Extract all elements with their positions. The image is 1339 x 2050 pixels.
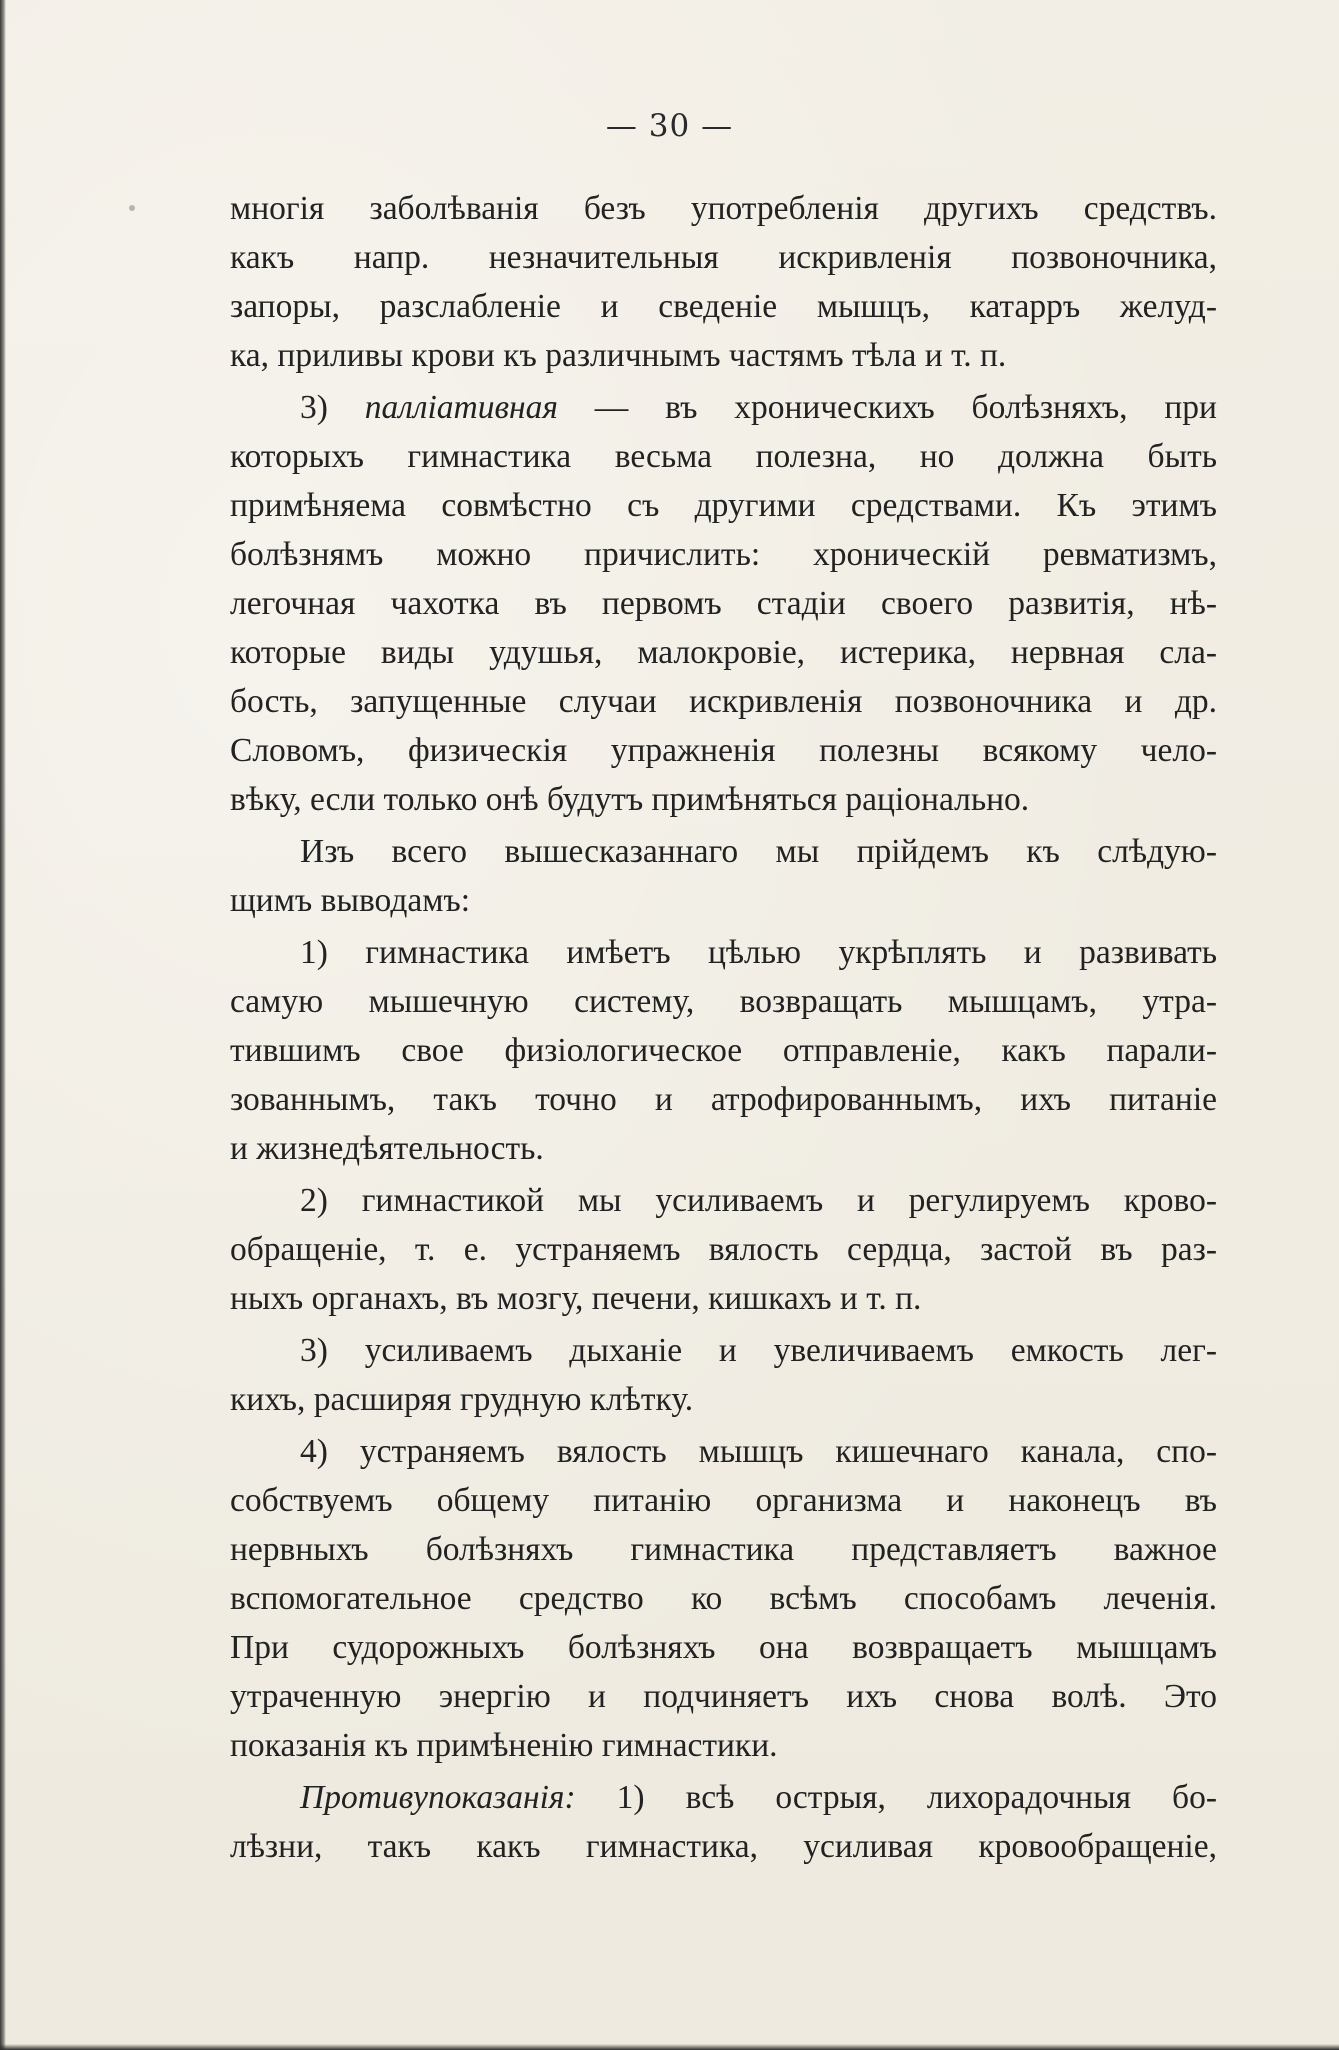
text-run: вспомогательное средство ко всѣмъ способамъ леченія. xyxy=(230,1580,1217,1617)
text-line xyxy=(230,977,1217,1026)
text-line xyxy=(230,928,1217,977)
text-line xyxy=(230,331,1217,380)
text-run: легочная чахотка въ первомъ стадіи своего развитія, нѣ- xyxy=(230,585,1217,622)
text-line xyxy=(230,628,1217,677)
text-line xyxy=(230,432,1217,481)
text-line xyxy=(230,1773,1217,1822)
text-line xyxy=(230,383,1217,432)
text-run: самую мышечную систему, возвращать мышцамъ, утра- xyxy=(230,983,1217,1020)
text-run: ка, приливы крови къ различнымъ частямъ тѣла и т. п. xyxy=(230,337,1007,374)
text-line xyxy=(230,1721,1217,1770)
text-run: какъ напр. незначительныя искривленія позвоночника, xyxy=(230,239,1217,276)
text-line xyxy=(230,1672,1217,1721)
text-line xyxy=(230,184,1217,233)
text-line xyxy=(230,1176,1217,1225)
text-run: обращеніе, т. е. устраняемъ вялость сердца, застой въ раз- xyxy=(230,1231,1217,1268)
text-line xyxy=(230,1574,1217,1623)
text-line xyxy=(230,1623,1217,1672)
binding-edge xyxy=(0,0,6,2050)
text-line xyxy=(230,282,1217,331)
text-run: которые виды удушья, малокровіе, истерика, нервная сла- xyxy=(230,634,1217,671)
text-line xyxy=(230,726,1217,775)
text-line xyxy=(230,233,1217,282)
text-line xyxy=(230,530,1217,579)
page-number: — 30 — xyxy=(605,108,734,144)
text-run: 3) xyxy=(300,389,365,426)
text-line xyxy=(230,775,1217,824)
text-line xyxy=(230,827,1217,876)
text-line xyxy=(230,677,1217,726)
text-run: показанія къ примѣненію гимнастики. xyxy=(230,1727,778,1764)
text-line xyxy=(230,1124,1217,1173)
text-run: щимъ выводамъ: xyxy=(230,882,471,919)
text-line xyxy=(230,1326,1217,1375)
text-line xyxy=(230,876,1217,925)
text-run: и жизнедѣятельность. xyxy=(230,1130,544,1167)
text-run: 1) гимнастика имѣетъ цѣлью укрѣплять и развивать xyxy=(300,934,1217,971)
bottom-edge xyxy=(0,2044,1339,2050)
text-line xyxy=(230,1427,1217,1476)
text-line xyxy=(230,1274,1217,1323)
text-run: тившимъ свое физіологическое отправленіе, какъ парали- xyxy=(230,1032,1217,1069)
text-line xyxy=(230,1075,1217,1124)
text-run: примѣняема совмѣстно съ другими средствами. Къ этимъ xyxy=(230,487,1217,524)
text-run: Изъ всего вышесказаннаго мы прійдемъ къ слѣдую- xyxy=(300,833,1217,870)
text-line xyxy=(230,1026,1217,1075)
text-run: 1) всѣ острыя, лихорадочныя бо- xyxy=(575,1779,1217,1816)
text-run: ныхъ органахъ, въ мозгу, печени, кишкахъ и т. п. xyxy=(230,1280,922,1317)
text-run: многія заболѣванія безъ употребленія другихъ средствъ. xyxy=(230,190,1217,227)
text-run: зованнымъ, такъ точно и атрофированнымъ, ихъ питаніе xyxy=(230,1081,1217,1118)
text-run: — въ хроническихъ болѣзняхъ, при xyxy=(557,389,1217,426)
text-line xyxy=(230,579,1217,628)
text-run: запоры, разслабленіе и сведеніе мышцъ, катарръ желуд- xyxy=(230,288,1217,325)
italic-term: палліативная xyxy=(364,389,558,426)
text-run: бость, запущенные случаи искривленія позвоночника и др. xyxy=(230,683,1217,720)
body-text xyxy=(230,184,1217,1871)
text-run: собствуемъ общему питанію организма и наконецъ въ xyxy=(230,1482,1217,1519)
text-line xyxy=(230,1822,1217,1871)
italic-term: Противупоказанія: xyxy=(300,1779,576,1816)
text-line xyxy=(230,1225,1217,1274)
text-run: При судорожныхъ болѣзняхъ она возвращаетъ мышцамъ xyxy=(230,1629,1217,1666)
text-line xyxy=(230,481,1217,530)
text-line xyxy=(230,1476,1217,1525)
text-run: 2) гимнастикой мы усиливаемъ и регулируемъ крово- xyxy=(300,1182,1217,1219)
text-run: болѣзнямъ можно причислить: хроническій ревматизмъ, xyxy=(230,536,1217,573)
text-run: 3) усиливаемъ дыханіе и увеличиваемъ емкость лег- xyxy=(300,1332,1217,1369)
text-line xyxy=(230,1525,1217,1574)
text-run: нервныхъ болѣзняхъ гимнастика представляетъ важное xyxy=(230,1531,1217,1568)
text-run: Словомъ, физическія упражненія полезны всякому чело- xyxy=(230,732,1217,769)
text-run: утраченную энергію и подчиняетъ ихъ снова волѣ. Это xyxy=(230,1678,1217,1715)
text-run: которыхъ гимнастика весьма полезна, но должна быть xyxy=(230,438,1217,475)
text-line xyxy=(230,1375,1217,1424)
text-run: лѣзни, такъ какъ гимнастика, усиливая кровообращеніе, xyxy=(230,1828,1217,1865)
text-run: 4) устраняемъ вялость мышцъ кишечнаго канала, спо- xyxy=(300,1433,1217,1470)
text-run: кихъ, расширяя грудную клѣтку. xyxy=(230,1381,694,1418)
paper-spot xyxy=(129,205,135,211)
text-run: вѣку, если только онѣ будутъ примѣняться раціонально. xyxy=(230,781,1030,818)
